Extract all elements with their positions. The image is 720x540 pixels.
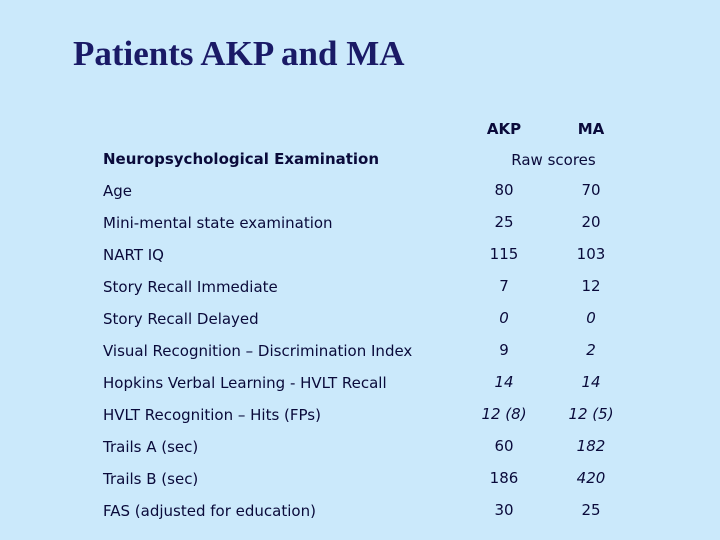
row-label: Age — [103, 182, 133, 200]
ma-score: 2 — [586, 341, 596, 359]
ma-score: 20 — [581, 213, 601, 231]
table-row — [0, 496, 720, 528]
row-label: NART IQ — [103, 246, 164, 264]
akp-score: 30 — [494, 501, 514, 519]
row-label: HVLT Recognition – Hits (FPs) — [103, 406, 321, 424]
table-row — [0, 432, 720, 464]
section-label: Neuropsychological Examination — [103, 150, 380, 168]
ma-score: 12 — [581, 277, 601, 295]
table-row — [0, 240, 720, 272]
column-header-akp: AKP — [486, 120, 522, 138]
ma-score: 420 — [576, 469, 606, 487]
column-header-ma: MA — [577, 120, 605, 138]
row-label: FAS (adjusted for education) — [103, 502, 316, 520]
table-row — [0, 304, 720, 336]
row-label: Trails B (sec) — [103, 470, 199, 488]
akp-score: 9 — [499, 341, 509, 359]
raw-scores-subheading: Raw scores — [511, 151, 596, 169]
table-row — [0, 368, 720, 400]
ma-score: 14 — [581, 373, 601, 391]
row-label: Visual Recognition – Discrimination Index — [103, 342, 413, 360]
table-row — [0, 400, 720, 432]
ma-score: 70 — [581, 181, 601, 199]
row-label: Story Recall Delayed — [103, 310, 259, 328]
akp-score: 7 — [499, 277, 509, 295]
row-label: Hopkins Verbal Learning - HVLT Recall — [103, 374, 387, 392]
akp-score: 80 — [494, 181, 514, 199]
scores-table — [0, 176, 720, 528]
table-row — [0, 176, 720, 208]
ma-score: 182 — [576, 437, 606, 455]
page-title: Patients AKP and MA — [73, 34, 405, 73]
table-row — [0, 272, 720, 304]
row-label: Story Recall Immediate — [103, 278, 278, 296]
row-label: Mini-mental state examination — [103, 214, 333, 232]
akp-score: 115 — [489, 245, 519, 263]
akp-score: 12 (8) — [481, 405, 527, 423]
ma-score: 0 — [586, 309, 596, 327]
ma-score: 12 (5) — [568, 405, 614, 423]
akp-score: 60 — [494, 437, 514, 455]
row-label: Trails A (sec) — [103, 438, 199, 456]
ma-score: 103 — [576, 245, 606, 263]
akp-score: 25 — [494, 213, 514, 231]
table-row — [0, 464, 720, 496]
ma-score: 25 — [581, 501, 601, 519]
table-row — [0, 336, 720, 368]
akp-score: 0 — [499, 309, 509, 327]
akp-score: 186 — [489, 469, 519, 487]
akp-score: 14 — [494, 373, 514, 391]
table-row — [0, 208, 720, 240]
